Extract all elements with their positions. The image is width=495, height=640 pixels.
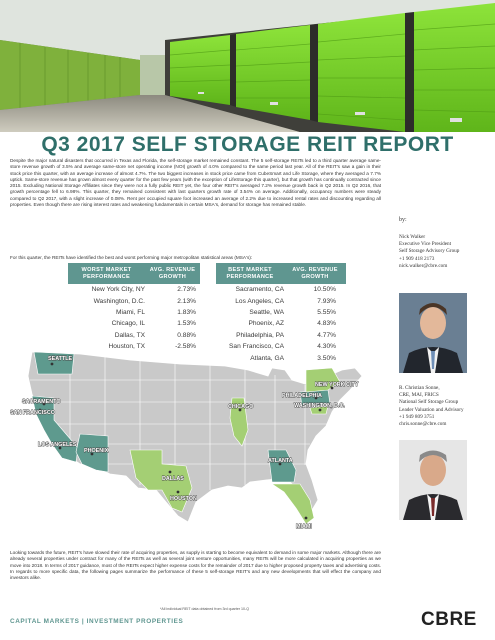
contact-title: Executive Vice President [399,241,452,248]
growth-value: 2.13% [177,297,196,305]
table-row [216,295,346,306]
growth-value: 4.30% [317,343,336,351]
worst-table-header [68,263,200,284]
market-name: San Francisco, CA [229,343,284,351]
best-header-market: BEST MARKET PERFORMANCE [226,266,274,280]
hero-storage-image [0,0,495,132]
growth-value: 4.77% [317,331,336,339]
market-name: Dallas, TX [114,331,145,339]
worst-market-table [68,263,200,352]
map-label-new-york: NEW YORK CITY [315,382,359,388]
worst-header-market: WORST MARKET PERFORMANCE [81,266,132,280]
growth-value: 3.50% [317,354,336,362]
table-row [216,318,346,329]
us-market-map [10,340,375,545]
contact-credentials: CRE, MAI, FRICS [399,392,439,399]
cbre-logo: CBRE [421,609,477,630]
map-label-philadelphia: PHILADELPHIA [282,393,322,399]
map-label-miami: MIAMI [296,524,312,530]
contact-group: National Self Storage Group [399,399,459,406]
closing-paragraph: Looking towards the future, REIT's have slowed their rate of acquiring properties, as supply is starting to become equivalent to demand in some major markets. Although there are already several properties under contract for many of the REITs as well as several joint venture opportunities, many REITs will be more calculated in acquiring properties as we move into 2018. In terms of 2017 guidance, most of the REITs expect higher expense costs for the remainder of 2017 due to higher proposed property taxes and advertising costs. In regards to more specific data, the following pages summarize the performance of these 5 self-storage REIT's and any new developments that will effect the company and investors alike. [10,550,381,581]
table-row [216,307,346,318]
contact-email[interactable]: nick.walker@cbre.com [399,262,448,269]
growth-value: -2.58% [175,343,196,351]
market-name: Chicago, IL [111,320,145,328]
table-row [68,318,200,329]
market-name: Houston, TX [108,343,145,351]
market-name: Miami, FL [116,308,145,316]
market-name: Sacramento, CA [235,286,284,294]
contact-name: Nick Walker [399,234,426,240]
table-row [68,284,200,295]
map-label-san-francisco: SAN FRANCISCO [10,410,55,416]
map-label-chicago: CHICAGO [228,404,254,410]
map-label-los-angeles: LOS ANGELES [38,442,77,448]
contact-nick-walker [399,234,459,270]
report-title: Q3 2017 SELF STORAGE REIT REPORT [41,133,454,156]
footnote: *All individual REIT data obtained from 3rd quarter 10-Q [160,607,250,611]
footer-tagline: CAPITAL MARKETS | INVESTMENT PROPERTIES [10,618,184,625]
intro-paragraph: Despite the major natural disasters that occurred in Texas and Florida, the self-storage market remained constant. The 5 self-storage REITs led to a third quarter average same-store revenue growth of 3.5% and average same-store net operating income (NOI) growth of 4.0% compared to the same period last year. All of the REIT's saw a gain in their stock price this quarter, with an average increase of almost 4.7%. The two biggest increases in stock price came from CubeSmart and Life Storage, where they averaged a 7.7% uptick. Same-store revenue has grown almost every quarter for the past few years (with the exception of LifeStorage this quarter), but that growth has continually contracted since 2015. Excluding National Storage Affiliates since they were not a fully public REIT yet, the four other REIT's averaged 7.2% revenue growth back in Q2 2015. In Q2 2016, that growth percentage fell to 6.98%. This quarter, they remained consistent with last quarters growth rate of 3.54% on average. Additionally, occupancy numbers were steady compared to Q2 2017, with a slight increase of 0.08%. Rent per occupied square foot increased an average of 2.2% due to increased rental rates and discounting regarding all properties. Even though there are rising interest rates and weakening fundamentals in certain MSA's, demand for storage has remained stable. [10,158,381,208]
growth-value: 1.83% [177,308,196,316]
market-name: Los Angeles, CA [235,297,284,305]
growth-value: 5.55% [317,308,336,316]
worst-header-growth: AVG. REVENUE GROWTH [149,266,196,280]
map-label-houston: HOUSTON [170,496,197,502]
growth-value: 2.73% [177,286,196,294]
contact-phone: +1 909 418 2173 [399,255,435,262]
contact-name: R. Christian Sonne, [399,385,440,391]
growth-value: 1.53% [177,320,196,328]
market-name: Seattle, WA [249,308,284,316]
market-name: Atlanta, GA [250,354,284,362]
map-label-phoenix: PHOENIX [84,448,109,454]
map-label-atlanta: ATLANTA [268,458,293,464]
table-row [216,284,346,295]
headshot-photo [399,440,467,520]
market-name: Phoenix, AZ [248,320,284,328]
growth-value: 0.88% [177,331,196,339]
contact-group-2: Leader Valuation and Advisory [399,406,464,413]
map-label-washington-dc: WASHINGTON, D.C. [294,403,345,409]
table-row [68,295,200,306]
market-name: New York City, NY [91,286,145,294]
lead-sentence: For this quarter, the REITs have identified the best and worst performing major metropolitan statistical areas (MSA's): [10,255,253,260]
growth-value: 10.50% [313,286,336,294]
growth-value: 7.93% [317,297,336,305]
map-label-dallas: DALLAS [162,476,184,482]
contact-phone: +1 949 809 3751 [399,413,435,420]
best-header-growth: AVG. REVENUE GROWTH [292,266,338,280]
contact-email[interactable]: chris.sonne@cbre.com [399,421,447,428]
table-row [68,307,200,318]
market-name: Washington, D.C. [93,297,145,305]
market-name: Philadelphia, PA [236,331,284,339]
by-label: by: [399,217,407,223]
headshot-photo [399,293,467,373]
map-label-seattle: SEATTLE [48,356,73,362]
map-label-sacramento: SACRAMENTO [22,399,61,405]
growth-value: 4.83% [317,320,336,328]
contact-christian-sonne [399,385,464,428]
best-table-header [216,263,346,284]
contact-group: Self Storage Advisory Group [399,248,460,255]
